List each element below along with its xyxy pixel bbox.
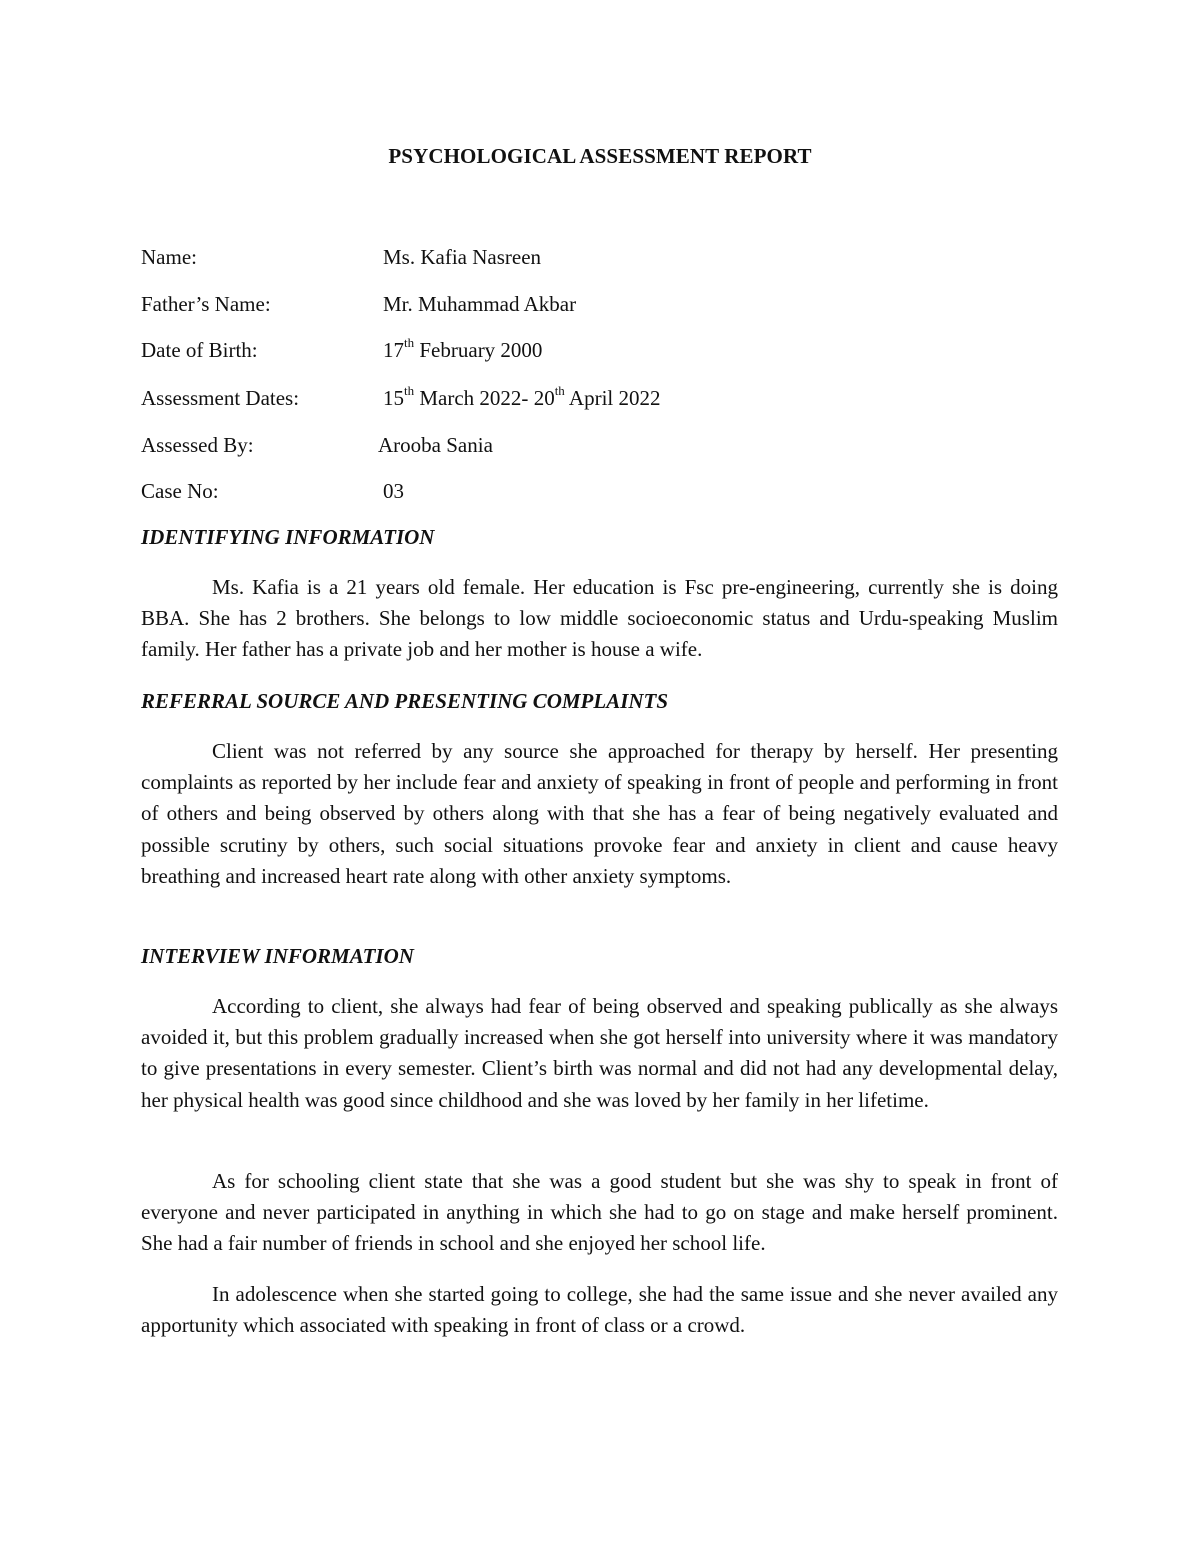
end-suffix: th bbox=[554, 383, 565, 398]
field-label-assessment-dates: Assessment Dates: bbox=[141, 386, 300, 410]
field-label-name: Name: bbox=[141, 245, 197, 269]
field-value-case-no: 03 bbox=[383, 479, 404, 503]
start-day: 15 bbox=[383, 386, 404, 410]
field-assessment-dates bbox=[141, 384, 1061, 412]
field-value-assessment-dates bbox=[383, 384, 660, 412]
paragraph-interview-2: As for schooling client state that she was a good student but she was shy to speak in front of everyone and never participated in anything in which she had to go on stage and make herself prominent. She had a fair number of friends in school and she enjoyed her school life. bbox=[141, 1169, 1058, 1256]
field-value-father-name: Mr. Muhammad Akbar bbox=[383, 292, 577, 316]
section-heading-identifying-information: IDENTIFYING INFORMATION bbox=[141, 525, 435, 549]
dob-day: 17 bbox=[383, 338, 404, 362]
field-label-case-no: Case No: bbox=[141, 479, 219, 503]
paragraph-identifying-1: Ms. Kafia is a 21 years old female. Her education is Fsc pre-engineering, currently she is doing BBA. She has 2 brothers. She belongs to low middle socioeconomic status and Urdu-speaking Muslim family. Her father has a private job and her mother is house a wife. bbox=[141, 575, 1058, 662]
field-date-of-birth bbox=[141, 336, 1061, 364]
start-rest: March 2022- bbox=[414, 386, 534, 410]
field-value-date-of-birth bbox=[383, 336, 542, 364]
field-value-assessed-by: Arooba Sania bbox=[378, 433, 493, 457]
field-assessed-by bbox=[141, 431, 1061, 459]
dob-rest: February 2000 bbox=[414, 338, 543, 362]
paragraph-referral-1: Client was not referred by any source she approached for therapy by herself. Her presenting complaints as reported by her include fear and anxiety of speaking in front of people and performing in front of others and being observed by others along with that she has a fear of being negatively evaluated and possible scrutiny by others, such social situations provoke fear and anxiety in client and cause heavy breathing and increased heart rate along with other anxiety symptoms. bbox=[141, 739, 1058, 888]
field-father-name bbox=[141, 290, 1061, 318]
paragraph-interview-3: In adolescence when she started going to college, she had the same issue and she never availed any apportunity which associated with speaking in front of class or a crowd. bbox=[141, 1282, 1058, 1338]
end-rest: April 2022 bbox=[564, 386, 661, 410]
field-case-no bbox=[141, 477, 1061, 505]
field-label-father-name: Father’s Name: bbox=[141, 292, 271, 316]
document-title: PSYCHOLOGICAL ASSESSMENT REPORT bbox=[388, 144, 812, 168]
section-heading-referral-source: REFERRAL SOURCE AND PRESENTING COMPLAINTS bbox=[141, 689, 669, 713]
field-name bbox=[141, 243, 1061, 271]
dob-suffix: th bbox=[404, 335, 415, 350]
start-suffix: th bbox=[404, 383, 415, 398]
paragraph-interview-1: According to client, she always had fear of being observed and speaking publically as she always avoided it, but this problem gradually increased when she got herself into university where it was mandatory to give presentations in every semester. Client’s birth was normal and did not had any developmental delay, her physical health was good since childhood and she was loved by her family in her lifetime. bbox=[141, 994, 1058, 1112]
field-label-assessed-by: Assessed By: bbox=[141, 433, 254, 457]
end-day: 20 bbox=[533, 386, 555, 410]
field-value-name: Ms. Kafia Nasreen bbox=[383, 245, 542, 269]
section-heading-interview-information: INTERVIEW INFORMATION bbox=[141, 944, 414, 968]
field-label-date-of-birth: Date of Birth: bbox=[141, 338, 258, 362]
